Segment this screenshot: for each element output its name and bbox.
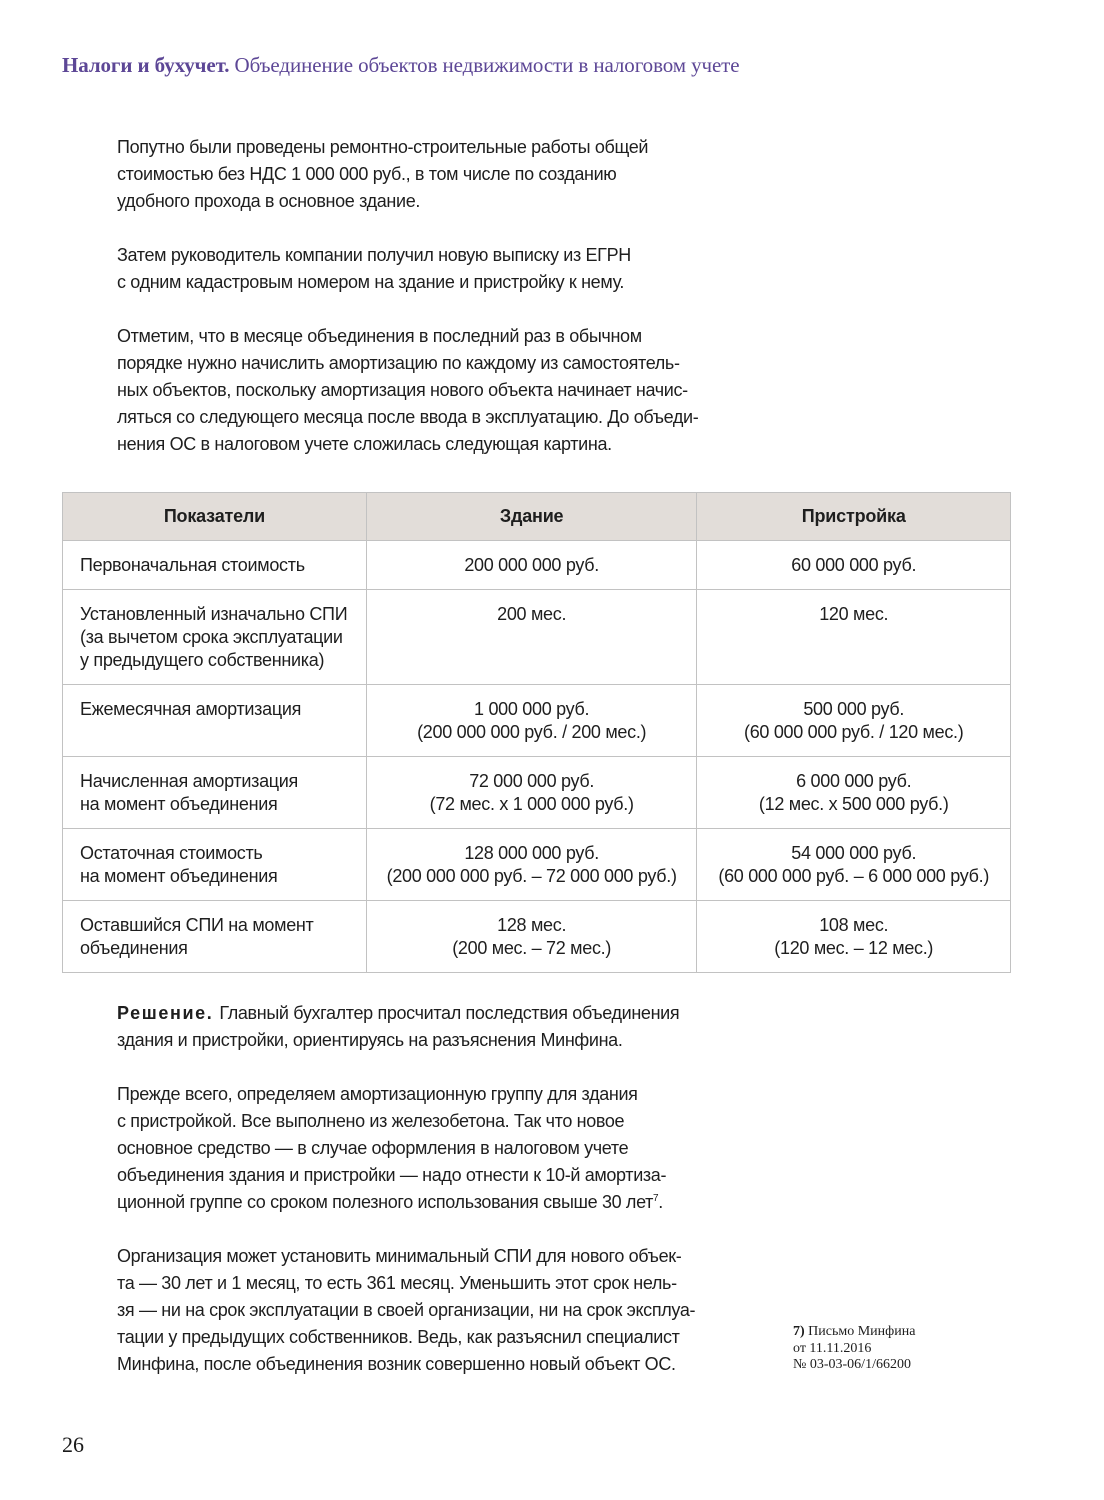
solution-lead: Решение. bbox=[117, 1003, 214, 1023]
cell-line: 60 000 000 руб. bbox=[791, 555, 917, 575]
text-line: порядке нужно начислить амортизацию по каждому из самостоятель- bbox=[117, 353, 680, 373]
annex-cell bbox=[697, 901, 1011, 973]
text-fragment: . bbox=[658, 1192, 663, 1212]
text-line: тации у предыдущих собственников. Ведь, как разъяснил специалист bbox=[117, 1327, 680, 1347]
text-line: зя — ни на срок эксплуатации в своей организации, ни на срок эксплуа- bbox=[117, 1300, 696, 1320]
cell-line: 54 000 000 руб. bbox=[791, 843, 917, 863]
table-row bbox=[63, 757, 1011, 829]
cell-line: 108 мес. bbox=[819, 915, 889, 935]
text-line: Отметим, что в месяце объединения в последний раз в обычном bbox=[117, 326, 642, 346]
cell-line: у предыдущего собственника) bbox=[80, 650, 325, 670]
table-header-row bbox=[63, 493, 1011, 541]
cell-line: объединения bbox=[80, 938, 188, 958]
paragraph-depreciation-group bbox=[117, 1081, 747, 1216]
text-line: ляться со следующего месяца после ввода в эксплуатацию. До объеди- bbox=[117, 407, 699, 427]
text-line: Затем руководитель компании получил новую выписку из ЕГРН bbox=[117, 245, 631, 265]
cell-line: 72 000 000 руб. bbox=[469, 771, 595, 791]
footnote-line bbox=[793, 1324, 915, 1341]
building-cell bbox=[366, 685, 697, 757]
text-line: ных объектов, поскольку амортизация нового объекта начинает начис- bbox=[117, 380, 688, 400]
depreciation-table bbox=[62, 492, 1011, 973]
footnote-text: Письмо Минфина bbox=[808, 1324, 916, 1339]
annex-cell bbox=[697, 590, 1011, 685]
text-fragment: Главный бухгалтер просчитал последствия объединения bbox=[219, 1003, 680, 1023]
cell-line: Первоначальная стоимость bbox=[80, 555, 305, 575]
text-line: объединения здания и пристройки — надо отнести к 10-й амортиза- bbox=[117, 1165, 667, 1185]
paragraph-egrn-extract bbox=[117, 242, 747, 296]
building-cell bbox=[366, 590, 697, 685]
cell-line: 6 000 000 руб. bbox=[796, 771, 912, 791]
column-header-indicators: Показатели bbox=[63, 493, 367, 541]
annex-cell bbox=[697, 541, 1011, 590]
text-fragment: ционной группе со сроком полезного использования свыше 30 лет bbox=[117, 1192, 654, 1212]
footnote-ref[interactable]: 7 bbox=[653, 1193, 659, 1204]
table-row bbox=[63, 590, 1011, 685]
paragraph-repair-works bbox=[117, 134, 747, 215]
cell-line: 500 000 руб. bbox=[803, 699, 905, 719]
text-line: Организация может установить минимальный СПИ для нового объек- bbox=[117, 1246, 682, 1266]
cell-line: 1 000 000 руб. bbox=[474, 699, 590, 719]
cell-line: (72 мес. х 1 000 000 руб.) bbox=[429, 794, 634, 814]
text-line: с пристройкой. Все выполнено из железобетона. Так что новое bbox=[117, 1111, 625, 1131]
text-line: с одним кадастровым номером на здание и пристройку к нему. bbox=[117, 272, 625, 292]
cell-line: 128 000 000 руб. bbox=[464, 843, 599, 863]
cell-line: на момент объединения bbox=[80, 794, 278, 814]
cell-line: (60 000 000 руб. – 6 000 000 руб.) bbox=[718, 866, 990, 886]
text-line: стоимостью без НДС 1 000 000 руб., в том числе по созданию bbox=[117, 164, 617, 184]
indicator-cell bbox=[63, 757, 367, 829]
indicator-cell bbox=[63, 590, 367, 685]
indicator-cell bbox=[63, 541, 367, 590]
column-header-annex: Пристройка bbox=[697, 493, 1011, 541]
paragraph-depreciation-note bbox=[117, 323, 747, 458]
indicator-cell bbox=[63, 829, 367, 901]
text-line: нения ОС в налоговом учете сложилась следующая картина. bbox=[117, 434, 612, 454]
cell-line: (200 000 000 руб. – 72 000 000 руб.) bbox=[386, 866, 677, 886]
page-number: 26 bbox=[62, 1432, 84, 1457]
footnote-line: от 11.11.2016 bbox=[793, 1340, 872, 1356]
building-cell bbox=[366, 901, 697, 973]
table-row bbox=[63, 829, 1011, 901]
cell-line: (200 000 000 руб. / 200 мес.) bbox=[417, 722, 647, 742]
cell-line: (за вычетом срока эксплуатации bbox=[80, 627, 343, 647]
table-row bbox=[63, 685, 1011, 757]
cell-line: Установленный изначально СПИ bbox=[80, 604, 348, 624]
building-cell bbox=[366, 829, 697, 901]
cell-line: (120 мес. – 12 мес.) bbox=[774, 938, 934, 958]
indicator-cell bbox=[63, 685, 367, 757]
text-line: та — 30 лет и 1 месяц, то есть 361 месяц. Уменьшить этот срок нель- bbox=[117, 1273, 677, 1293]
footnote-number: 7) bbox=[793, 1324, 805, 1339]
footnote-line: № 03-03-06/1/66200 bbox=[793, 1357, 911, 1372]
cell-line: Остаточная стоимость bbox=[80, 843, 263, 863]
cell-line: Ежемесячная амортизация bbox=[80, 699, 302, 719]
paragraph-solution bbox=[117, 1000, 747, 1054]
running-header bbox=[62, 53, 739, 78]
text-line: Прежде всего, определяем амортизационную группу для здания bbox=[117, 1084, 638, 1104]
building-cell bbox=[366, 757, 697, 829]
cell-line: на момент объединения bbox=[80, 866, 278, 886]
footnote bbox=[793, 1324, 915, 1374]
cell-line: Оставшийся СПИ на момент bbox=[80, 915, 314, 935]
cell-line: 200 мес. bbox=[497, 604, 567, 624]
cell-line: Начисленная амортизация bbox=[80, 771, 298, 791]
text-line bbox=[117, 1189, 747, 1216]
annex-cell bbox=[697, 685, 1011, 757]
table-row bbox=[63, 541, 1011, 590]
text-line bbox=[117, 1000, 747, 1027]
text-line: Попутно были проведены ремонтно-строительные работы общей bbox=[117, 137, 649, 157]
section-title: Налоги и бухучет. bbox=[62, 53, 230, 77]
cell-line: (12 мес. х 500 000 руб.) bbox=[758, 794, 949, 814]
text-line: Минфина, после объединения возник совершенно новый объект ОС. bbox=[117, 1354, 676, 1374]
paragraph-minimum-useful-life bbox=[117, 1243, 747, 1378]
cell-line: (200 мес. – 72 мес.) bbox=[452, 938, 612, 958]
cell-line: 120 мес. bbox=[819, 604, 889, 624]
text-line: основное средство — в случае оформления в налоговом учете bbox=[117, 1138, 629, 1158]
table-row bbox=[63, 901, 1011, 973]
indicator-cell bbox=[63, 901, 367, 973]
text-line: здания и пристройки, ориентируясь на разъяснения Минфина. bbox=[117, 1030, 623, 1050]
column-header-building: Здание bbox=[366, 493, 697, 541]
cell-line: 200 000 000 руб. bbox=[464, 555, 599, 575]
cell-line: (60 000 000 руб. / 120 мес.) bbox=[744, 722, 964, 742]
annex-cell bbox=[697, 829, 1011, 901]
text-line: удобного прохода в основное здание. bbox=[117, 191, 421, 211]
cell-line: 128 мес. bbox=[497, 915, 567, 935]
building-cell bbox=[366, 541, 697, 590]
article-title: Объединение объектов недвижимости в налоговом учете bbox=[234, 53, 740, 77]
annex-cell bbox=[697, 757, 1011, 829]
